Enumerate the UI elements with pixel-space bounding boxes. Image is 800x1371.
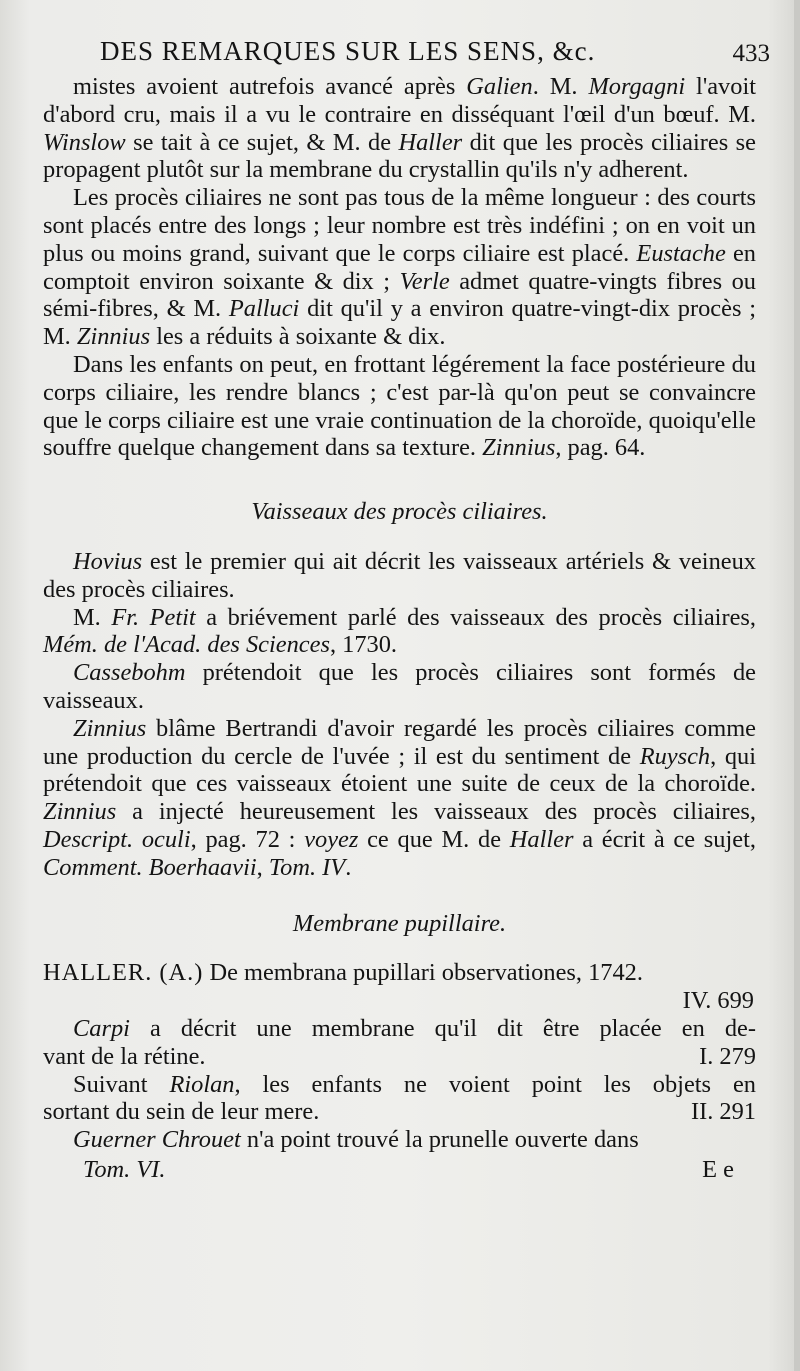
italic-run: Morgagni	[588, 73, 686, 100]
entry-ref: I. 279	[699, 1042, 756, 1070]
text-run: M.	[73, 603, 112, 631]
paragraph	[43, 715, 756, 882]
text-run: admet quatre-vingts fibres ou sémi-fibres, & M.	[43, 267, 756, 323]
italic-run: Comment. Boerhaavii	[43, 853, 257, 881]
italic-run: Ruysch	[639, 742, 711, 770]
paragraph	[43, 351, 756, 462]
italic-run: Mém. de l'Acad. des Sciences	[43, 631, 330, 659]
paragraph	[43, 548, 756, 604]
italic-run: Carpi	[73, 1014, 130, 1042]
section-heading-vessels: Vaisseaux des procès ciliaires.	[251, 498, 548, 526]
scan-edge	[794, 0, 800, 1371]
italic-run: Eustache	[636, 239, 726, 267]
vessels-paragraphs	[43, 548, 756, 882]
entry-line	[43, 1071, 756, 1099]
entry-last-line	[43, 1043, 756, 1071]
text-run: vant de la rétine.	[43, 1042, 206, 1070]
text-run: n'a point trouvé la prunelle ouverte dans	[240, 1126, 639, 1154]
text-run: Suivant	[73, 1070, 170, 1098]
text-run: . M.	[532, 73, 589, 100]
text-run: est le premier qui ait décrit les vaisseaux artériels & veineux des procès ciliaires.	[43, 547, 756, 603]
italic-run: Hovius	[73, 547, 143, 575]
italic-run: Zinnius	[43, 798, 117, 826]
text-run: a injecté heureusement les vaisseaux des procès ciliaires,	[116, 798, 756, 826]
text-run: a briévement parlé des vaisseaux des procès ciliaires,	[195, 603, 756, 631]
entry-line	[43, 1015, 756, 1043]
intro-paragraphs	[43, 73, 756, 462]
text-run: ce que M. de	[358, 825, 510, 853]
italic-run: Zinnius	[73, 714, 147, 742]
italic-run: Cassebohm	[73, 659, 186, 687]
entry-ref: II. 291	[690, 1098, 756, 1126]
paragraph	[43, 604, 756, 660]
entry-last-line	[43, 1098, 756, 1126]
italic-run: Zinnius	[482, 434, 556, 462]
text-run: dit que les procès ciliaires se propagent plutôt sur la membrane du crystallin qu'ils n'y adherent.	[43, 128, 756, 184]
italic-run: Tom. IV	[268, 853, 346, 881]
text-run: , les enfants ne voient point les objets en	[234, 1070, 756, 1098]
text-run: , qui prétendoit que ces vaisseaux étoient une suite de ceux de la choroïde.	[43, 742, 756, 798]
italic-run: Descript. oculi	[43, 825, 191, 853]
italic-run: Galien	[466, 73, 533, 100]
italic-run: Zinnius	[76, 323, 151, 351]
italic-run: Winslow	[43, 128, 126, 156]
text-run: a décrit une membrane qu'il dit être placée en de-	[129, 1014, 756, 1042]
page-body	[43, 73, 756, 1184]
page-header	[40, 30, 770, 74]
paragraph	[43, 184, 756, 351]
bibliography-title: De membrana pupillari observationes, 1742.	[209, 959, 643, 987]
text-run: en comptoit environ soixante & dix ;	[43, 239, 756, 295]
italic-run: voyez	[304, 825, 359, 853]
entry-text	[43, 1098, 319, 1126]
text-run: , pag. 64.	[555, 434, 646, 462]
text-run: a écrit à ce sujet,	[573, 825, 756, 853]
text-run: blâme Bertrandi d'avoir regardé les procès ciliaires comme une production du cercle de l'uvée ; il est du sentiment de	[43, 714, 756, 770]
bibliography-entry	[43, 959, 756, 1015]
bibliography-ref: IV. 699	[682, 987, 754, 1015]
text-run: , pag. 72 :	[190, 825, 305, 853]
page-number: 433	[732, 40, 770, 67]
italic-run: Palluci	[228, 295, 300, 323]
italic-run: Verle	[399, 267, 450, 295]
italic-run: Haller	[398, 128, 463, 156]
page-footer	[43, 1156, 756, 1184]
text-run: , 1730.	[329, 631, 398, 659]
text-run: l'avoit d'abord cru, mais il a vu le contraire en disséquant l'œil d'un bœuf. M.	[43, 73, 757, 128]
text-run: .	[345, 853, 352, 881]
membrane-entries	[43, 1015, 756, 1126]
text-run: dit qu'il y a environ quatre-vingt-dix procès ; M.	[43, 295, 756, 351]
italic-run: Haller	[509, 825, 574, 853]
entry-text	[43, 1043, 206, 1071]
text-run: ,	[256, 853, 269, 881]
section-heading-membrane: Membrane pupillaire.	[292, 909, 507, 937]
membrane-entry	[43, 1015, 756, 1071]
membrane-entry	[43, 1071, 756, 1127]
text-run: Les procès ciliaires ne sont pas tous de la même longueur : des courts sont placés entre des longs ; leur nombre est très indéfini ; on en voit un plus ou moins grand, suivant que le corps ciliaire est placé.	[43, 184, 756, 267]
italic-run: Riolan	[169, 1070, 235, 1098]
text-run: sortant du sein de leur mere.	[43, 1098, 320, 1126]
paragraph	[43, 659, 756, 715]
text-run: mistes avoient autrefois avancé après	[73, 73, 467, 100]
paragraph	[43, 73, 756, 184]
text-run: se tait à ce sujet, & M. de	[125, 128, 399, 156]
bibliography-author: HALLER. (A.)	[43, 959, 204, 987]
running-head: DES REMARQUES SUR LES SENS, &c.	[100, 36, 596, 66]
volume-label: Tom. VI.	[83, 1155, 166, 1183]
text-run: Dans les enfants on peut, en frottant légérement la face postérieure du corps ciliaire, les rendre blancs ; c'est par-là qu'on peut se convaincre que le corps ciliaire est une vraie continuation de la choroïde, quoiqu'elle souffre quelque changement dans sa texture.	[43, 350, 756, 462]
closing-line	[43, 1126, 756, 1154]
text-run: les a réduits à soixante & dix.	[150, 323, 446, 351]
text-run: prétendoit que les procès ciliaires sont formés de vaisseaux.	[43, 659, 756, 714]
italic-run: Fr. Petit	[111, 603, 196, 631]
italic-run: Guerner Chrouet	[73, 1126, 241, 1154]
signature-mark: E e	[702, 1155, 734, 1183]
